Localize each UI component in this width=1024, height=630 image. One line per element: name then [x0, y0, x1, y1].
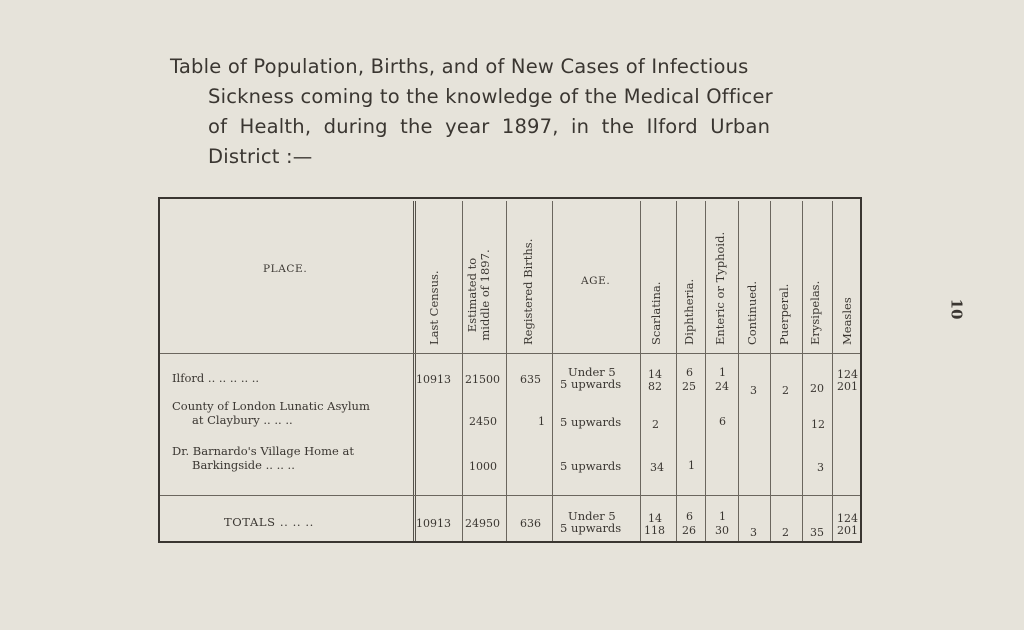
column-divider [413, 201, 416, 541]
header-estimated: Estimated to middle of 1897. [465, 249, 492, 341]
barnardo-age: 5 upwards [560, 459, 622, 473]
title-line-1: Table of Population, Births, and of New Cases of Infectious [170, 55, 749, 78]
totals-estimated: 24950 [465, 517, 500, 530]
claybury-estimated: 2450 [469, 415, 497, 428]
header-diphtheria: Diphtheria. [682, 278, 696, 345]
ilford-erysipelas: 20 [810, 382, 824, 395]
column-divider [705, 201, 706, 541]
document-title [170, 52, 870, 172]
column-divider [738, 201, 739, 541]
statistics-table [158, 197, 862, 543]
totals-puerperal: 2 [782, 526, 789, 539]
totals-diphtheria-5-upwards: 26 [682, 524, 696, 537]
column-divider [462, 201, 463, 541]
ilford-age-under-5: Under 5 [568, 365, 616, 379]
place-totals: TOTALS .. .. .. [224, 515, 314, 529]
barnardo-estimated: 1000 [469, 460, 497, 473]
place-ilford: Ilford .. .. .. .. .. [172, 371, 260, 385]
header-enteric: Enteric or Typhoid. [713, 231, 727, 345]
header-place: PLACE. [263, 263, 308, 275]
ilford-diphtheria-under-5: 6 [686, 366, 693, 379]
totals-scarlatina-5-upwards: 118 [644, 524, 665, 537]
totals-diphtheria-under-5: 6 [686, 510, 693, 523]
totals-measles-under-5: 124 [837, 512, 858, 525]
totals-age-under-5: Under 5 [568, 509, 616, 523]
ilford-scarlatina-5-upwards: 82 [648, 380, 662, 393]
barnardo-diphtheria: 1 [688, 459, 695, 472]
column-divider [506, 201, 507, 541]
column-divider [552, 201, 553, 541]
ilford-measles-5-upwards: 201 [837, 380, 858, 393]
claybury-enteric: 6 [719, 415, 726, 428]
totals-measles-5-upwards: 201 [837, 524, 858, 537]
column-divider [676, 201, 677, 541]
header-continued: Continued. [745, 280, 759, 345]
header-erysipelas: Erysipelas. [808, 280, 822, 345]
header-puerperal: Puerperal. [777, 283, 791, 345]
page-number: 10 [947, 298, 966, 320]
column-divider [832, 201, 833, 541]
title-line-3: of Health, during the year 1897, in the Ilford Urban [208, 115, 771, 138]
header-last-census: Last Census. [427, 270, 441, 345]
ilford-age-5-upwards: 5 upwards [560, 377, 622, 391]
ilford-enteric-5-upwards: 24 [715, 380, 729, 393]
place-barnardo-line-1: Dr. Barnardo's Village Home at [172, 444, 354, 458]
header-measles: Measles [840, 297, 854, 345]
claybury-births: 1 [538, 415, 545, 428]
claybury-scarlatina: 2 [652, 418, 659, 431]
ilford-scarlatina-under-5: 14 [648, 368, 662, 381]
ilford-enteric-under-5: 1 [719, 366, 726, 379]
ilford-estimated: 21500 [465, 373, 500, 386]
claybury-erysipelas: 12 [811, 418, 825, 431]
barnardo-scarlatina: 34 [650, 461, 664, 474]
place-claybury-line-2: at Claybury .. .. .. [192, 413, 293, 427]
header-divider [160, 353, 860, 354]
place-claybury-line-1: County of London Lunatic Asylum [172, 399, 370, 413]
totals-enteric-under-5: 1 [719, 510, 726, 523]
place-barnardo-line-2: Barkingside .. .. .. [192, 458, 295, 472]
totals-census: 10913 [416, 517, 451, 530]
ilford-births: 635 [520, 373, 541, 386]
ilford-puerperal: 2 [782, 384, 789, 397]
totals-continued: 3 [750, 526, 757, 539]
header-scarlatina: Scarlatina. [649, 281, 663, 345]
column-divider [770, 201, 771, 541]
claybury-age: 5 upwards [560, 415, 622, 429]
totals-enteric-5-upwards: 30 [715, 524, 729, 537]
totals-scarlatina-under-5: 14 [648, 512, 662, 525]
totals-births: 636 [520, 517, 541, 530]
header-age: AGE. [581, 275, 611, 287]
header-registered-births: Registered Births. [521, 238, 535, 345]
column-divider [640, 201, 641, 541]
title-line-4: District :— [208, 145, 313, 168]
ilford-diphtheria-5-upwards: 25 [682, 380, 696, 393]
title-line-2: Sickness coming to the knowledge of the Medical Officer [208, 85, 773, 108]
totals-erysipelas: 35 [810, 526, 824, 539]
ilford-continued: 3 [750, 384, 757, 397]
totals-age-5-upwards: 5 upwards [560, 521, 622, 535]
column-divider [802, 201, 803, 541]
ilford-census: 10913 [416, 373, 451, 386]
totals-divider [160, 495, 860, 496]
barnardo-erysipelas: 3 [817, 461, 824, 474]
ilford-measles-under-5: 124 [837, 368, 858, 381]
